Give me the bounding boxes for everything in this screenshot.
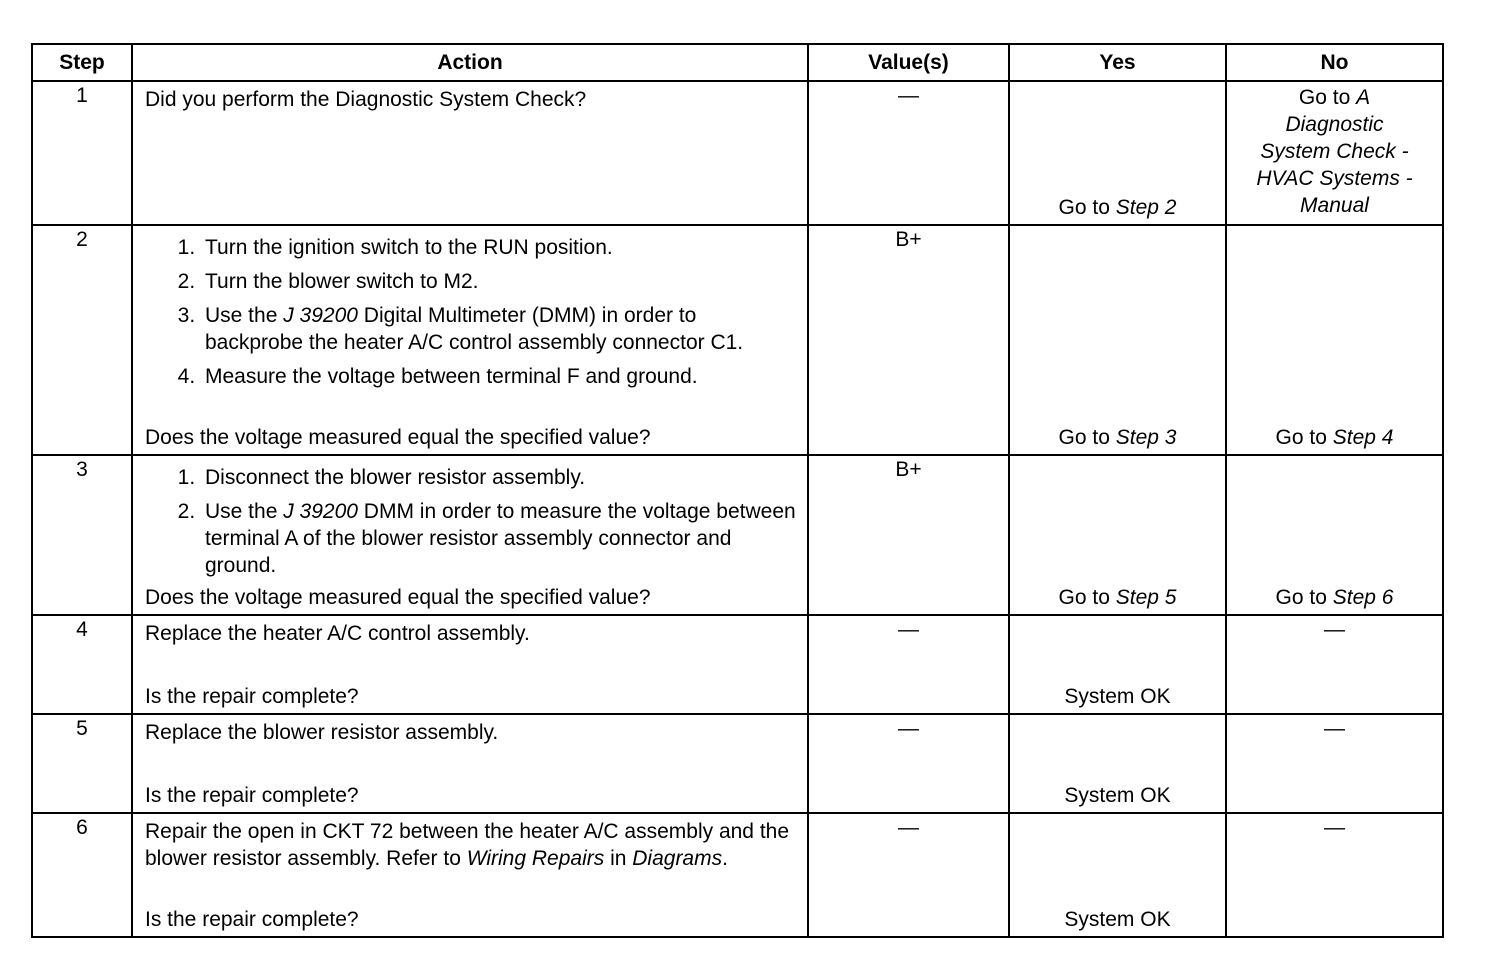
header-action: Action	[132, 44, 808, 81]
table-row	[32, 81, 1443, 225]
table-row	[32, 225, 1443, 455]
action-question: Does the voltage measured equal the specified value?	[145, 586, 651, 609]
diagnostic-table	[31, 43, 1444, 938]
action-cell	[132, 615, 808, 714]
value-cell: B+	[808, 455, 1009, 615]
value-text: —	[898, 84, 919, 107]
value-cell: —	[808, 615, 1009, 714]
step-reference: Step 2	[1115, 196, 1177, 219]
yes-cell	[1009, 714, 1226, 813]
value-cell: —	[808, 813, 1009, 937]
step-number: 3	[32, 455, 132, 615]
no-result: Go to Step 6	[1275, 586, 1394, 609]
yes-cell	[1009, 615, 1226, 714]
yes-result: System OK	[1064, 908, 1171, 931]
no-cell	[1226, 225, 1443, 455]
step-number: 2	[32, 225, 132, 455]
no-result: Go to A Diagnostic System Check - HVAC Systems - Manual	[1256, 86, 1413, 217]
no-cell	[1226, 81, 1443, 225]
action-cell	[132, 225, 808, 455]
action-text: Repair the open in CKT 72 between the heater A/C assembly and the blower resistor assembly. Refer to Wiring Repairs in Diagrams.	[145, 820, 790, 870]
step-reference: Step 3	[1115, 426, 1177, 449]
action-question: Is the repair complete?	[145, 784, 359, 807]
step-reference: Step 4	[1332, 426, 1394, 449]
table-row	[32, 714, 1443, 813]
table-row	[32, 455, 1443, 615]
action-question: Does the voltage measured equal the specified value?	[145, 426, 651, 449]
tool-reference: J 39200	[283, 500, 358, 523]
action-step: 4. Measure the voltage between terminal F and ground.	[201, 363, 797, 390]
action-step: 2. Turn the blower switch to M2.	[201, 268, 797, 295]
action-text: Replace the heater A/C control assembly.	[145, 622, 530, 645]
tool-reference: J 39200	[283, 304, 358, 327]
action-cell	[132, 455, 808, 615]
value-cell: B+	[808, 225, 1009, 455]
yes-result: System OK	[1064, 784, 1171, 807]
step-number: 6	[32, 813, 132, 937]
yes-cell	[1009, 225, 1226, 455]
yes-cell	[1009, 81, 1226, 225]
yes-result: Go to Step 2	[1058, 196, 1177, 219]
header-value: Value(s)	[808, 44, 1009, 81]
action-cell	[132, 81, 808, 225]
step-reference: Step 6	[1332, 586, 1394, 609]
procedure-reference: A	[1356, 86, 1371, 109]
yes-cell	[1009, 455, 1226, 615]
header-step: Step	[32, 44, 132, 81]
action-cell	[132, 813, 808, 937]
header-no: No	[1226, 44, 1443, 81]
yes-result: Go to Step 5	[1058, 586, 1177, 609]
action-step: 2. Use the J 39200 DMM in order to measure the voltage between terminal A of the blower resistor assembly connector and ground.	[201, 498, 797, 579]
table-row	[32, 813, 1443, 937]
no-result: Go to Step 4	[1275, 426, 1394, 449]
header-row	[32, 44, 1443, 81]
value-cell: —	[808, 714, 1009, 813]
action-step: 1. Disconnect the blower resistor assembly.	[201, 464, 797, 491]
action-steps-list	[145, 234, 797, 390]
action-text: Replace the blower resistor assembly.	[145, 721, 499, 744]
step-number: 4	[32, 615, 132, 714]
yes-result: Go to Step 3	[1058, 426, 1177, 449]
no-cell: —	[1226, 714, 1443, 813]
action-step: 3. Use the J 39200 Digital Multimeter (DMM) in order to backprobe the heater A/C control assembly connector C1.	[201, 302, 797, 356]
step-number: 1	[32, 81, 132, 225]
diagrams-reference: Diagrams	[632, 847, 723, 870]
no-cell: —	[1226, 813, 1443, 937]
action-text: Did you perform the Diagnostic System Check?	[145, 88, 587, 111]
action-step: 1. Turn the ignition switch to the RUN position.	[201, 234, 797, 261]
value-cell	[808, 81, 1009, 225]
wiring-repairs-reference: Wiring Repairs	[466, 847, 605, 870]
action-question: Is the repair complete?	[145, 908, 359, 931]
action-steps-list	[145, 464, 797, 579]
step-reference: Step 5	[1115, 586, 1177, 609]
table-row	[32, 615, 1443, 714]
action-cell	[132, 714, 808, 813]
step-number: 5	[32, 714, 132, 813]
yes-cell	[1009, 813, 1226, 937]
yes-result: System OK	[1064, 685, 1171, 708]
no-cell: —	[1226, 615, 1443, 714]
no-cell	[1226, 455, 1443, 615]
action-question: Is the repair complete?	[145, 685, 359, 708]
header-yes: Yes	[1009, 44, 1226, 81]
